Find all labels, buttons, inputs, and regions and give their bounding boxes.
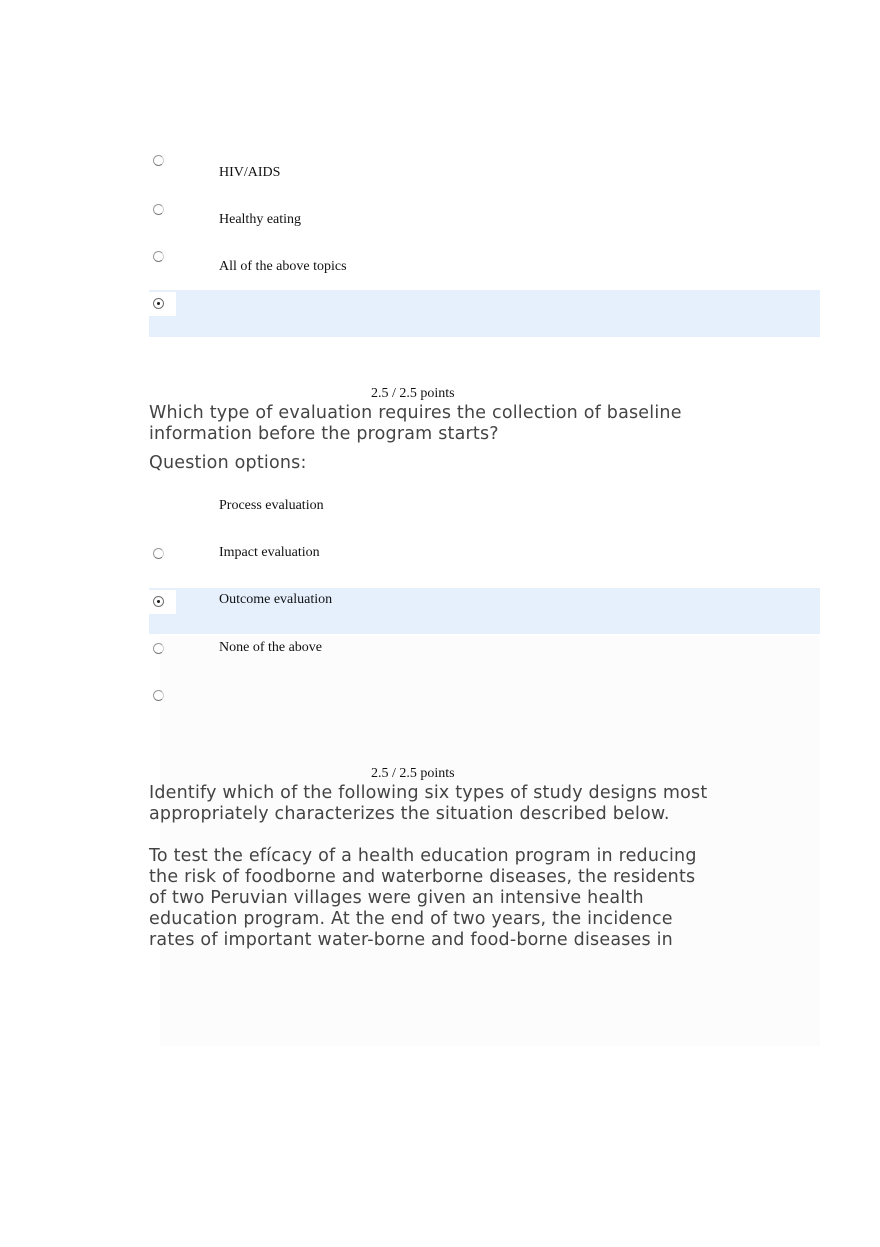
scenario-line: rates of important water-borne and food-borne diseases in <box>149 930 673 950</box>
scenario-line: education program. At the end of two years, the incidence <box>149 909 673 929</box>
scenario-line: To test the efícacy of a health education program in reducing <box>149 846 697 866</box>
points-label: 2.5 / 2.5 points <box>371 386 455 401</box>
radio-option-outcome-evaluation[interactable] <box>153 596 164 607</box>
option-label: All of the above topics <box>219 259 347 274</box>
radio-option-extra[interactable] <box>153 690 164 701</box>
selected-option-row[interactable] <box>149 290 820 337</box>
option-label: Impact evaluation <box>219 545 320 560</box>
question-text <box>149 403 682 445</box>
question-line: information before the program starts? <box>149 424 499 444</box>
question-text <box>149 783 707 825</box>
points-label: 2.5 / 2.5 points <box>371 766 455 781</box>
radio-option-hiv-aids[interactable] <box>153 155 164 166</box>
option-label: Healthy eating <box>219 212 302 227</box>
radio-option-selected[interactable] <box>153 298 164 309</box>
content-panel <box>160 636 820 1046</box>
scenario-text <box>149 846 697 951</box>
radio-option-impact-evaluation[interactable] <box>153 548 164 559</box>
question-line: Which type of evaluation requires the collection of baseline <box>149 403 682 423</box>
question-options-label: Question options: <box>149 453 307 473</box>
option-label: Outcome evaluation <box>219 592 333 607</box>
option-label: Process evaluation <box>219 498 324 513</box>
question-line: appropriately characterizes the situation described below. <box>149 804 670 824</box>
radio-option-none-of-the-above[interactable] <box>153 643 164 654</box>
radio-option-all-topics[interactable] <box>153 251 164 262</box>
question-line: Identify which of the following six types of study designs most <box>149 783 708 803</box>
scenario-line: the risk of foodborne and waterborne diseases, the residents <box>149 867 696 887</box>
radio-option-healthy-eating[interactable] <box>153 204 164 215</box>
scenario-line: of two Peruvian villages were given an intensive health <box>149 888 644 908</box>
option-label: None of the above <box>219 640 323 655</box>
option-label: HIV/AIDS <box>219 165 281 180</box>
